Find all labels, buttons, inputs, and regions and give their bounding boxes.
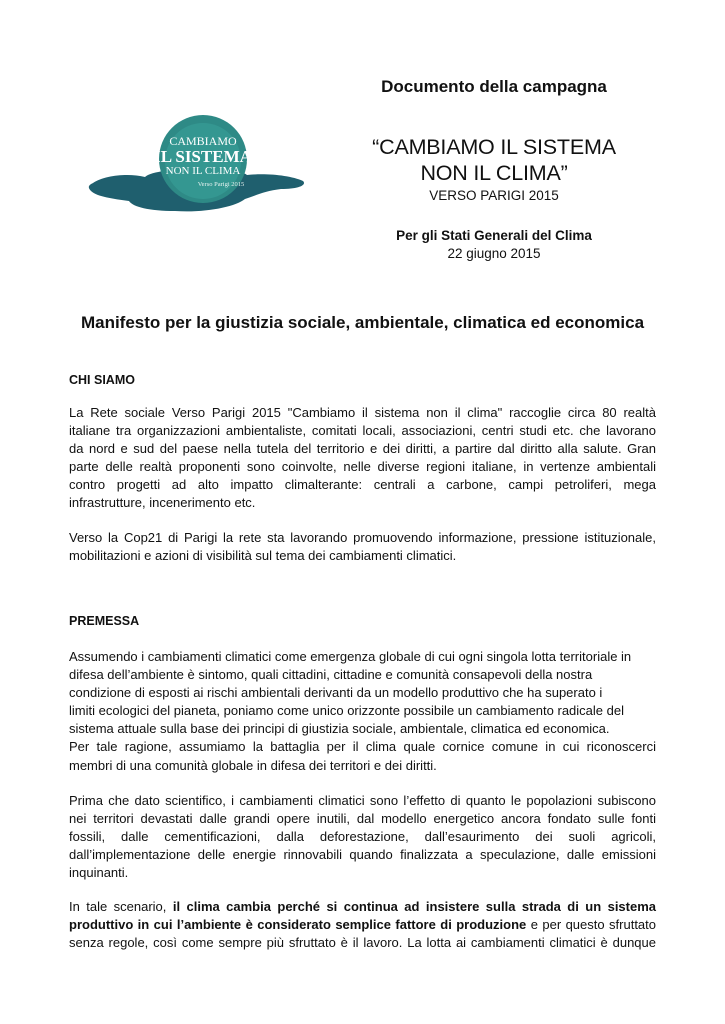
text-line: Per tale ragione, assumiamo la battaglia per il clima quale cornice comune in cui riconoscerci	[69, 739, 656, 755]
text-run: e per questo sfruttato	[526, 917, 656, 933]
campaign-title-line2: NON IL CLIMA”	[420, 161, 568, 185]
text-line	[69, 916, 656, 934]
premessa-paragraph-3	[69, 898, 656, 952]
text-line: fossili, dalle cementificazioni, dalla deforestazione, dall’esaurimento dei suoli agricoli,	[69, 829, 656, 845]
text-line: infrastrutture, incenerimento etc.	[69, 495, 256, 511]
event-date: 22 giugno 2015	[447, 246, 541, 261]
text-line: Verso la Cop21 di Parigi la rete sta lavorando promuovendo informazione, pressione istituzionale,	[69, 530, 656, 545]
campaign-title-line1: “CAMBIAMO IL SISTEMA	[372, 135, 616, 159]
text-line: parte delle realtà proponenti sono coinvolte, nelle diverse regioni italiane, in vertenze ambientali	[69, 459, 656, 475]
text-line: difesa dell’ambiente è sintomo, quali cittadini, cittadine e comunità consapevoli della nostra	[69, 667, 593, 683]
text-line: Assumendo i cambiamenti climatici come emergenza globale di cui ogni singola lotta territoriale in	[69, 649, 632, 664]
section-heading-chi-siamo: CHI SIAMO	[69, 373, 135, 387]
chi-siamo-paragraph-1	[69, 404, 656, 513]
campaign-logo	[85, 115, 307, 223]
text-run: In tale scenario,	[69, 899, 173, 914]
text-line: nei territori devastati dalle grandi opere inutili, dal modello energetico ancora fondato sulle fonti	[69, 811, 656, 827]
text-line: inquinanti.	[69, 865, 129, 881]
text-line: senza regole, così come sempre più sfruttato è il lavoro. La lotta ai cambiamenti climatici è dunque	[69, 935, 656, 951]
section-heading-premessa: PREMESSA	[69, 614, 140, 628]
text-line: italiane tra organizzazioni ambientaliste, comitati locali, associazioni, centri studi etc. che lavorano	[69, 423, 656, 439]
logo-text-line2: IL SISTEMA	[154, 147, 252, 166]
text-line: limiti ecologici del pianeta, poniamo come unico orizzonte possibile un cambiamento radicale del	[69, 703, 624, 719]
text-line: condizione di esposti ai rischi ambientali derivanti da un modello produttivo che ha superato i	[69, 685, 603, 701]
text-line: membri di una comunità globale in difesa dei territori e dei diritti.	[69, 757, 437, 773]
campaign-subtitle: VERSO PARIGI 2015	[429, 188, 559, 203]
text-line: contro progetti ad alto impatto climalterante: centrali a carbone, campi petroliferi, mega	[69, 477, 656, 493]
text-line: sistema attuale sulla base dei principi di giustizia sociale, ambientale, climatica ed economica.	[69, 721, 610, 737]
chi-siamo-paragraph-2	[69, 529, 656, 565]
text-line	[69, 898, 656, 916]
text-line: da nord e sud del paese nella tutela del territorio e dei diritti, a partire dal diritto alla salute. Gran	[69, 441, 656, 457]
bold-text-run: produttivo in cui l’ambiente è considerato semplice fattore di produzione	[69, 917, 527, 933]
event-title: Per gli Stati Generali del Clima	[396, 228, 592, 243]
logo-text-line1: CAMBIAMO	[169, 134, 237, 148]
logo-text-line4: Verso Parigi 2015	[197, 181, 245, 188]
header-block	[360, 74, 628, 263]
text-line: La Rete sociale Verso Parigi 2015 "Cambiamo il sistema non il clima" raccoglie circa 80 realtà	[69, 405, 656, 420]
premessa-paragraph-1	[69, 648, 656, 775]
logo-text-line3: NON IL CLIMA	[165, 165, 241, 177]
bold-text-run: il clima cambia perché si continua ad insistere sulla strada di un sistema	[172, 899, 657, 914]
premessa-paragraph-2	[69, 792, 656, 882]
text-line: dall’implementazione delle energie rinnovabili quando finalizzata a speculazione, dalle emissioni	[69, 847, 656, 863]
manifesto-title: Manifesto per la giustizia sociale, ambientale, climatica ed economica	[80, 313, 645, 332]
text-line: Prima che dato scientifico, i cambiamenti climatici sono l’effetto di quanto le popolazioni subiscono	[69, 793, 656, 808]
text-line: mobilitazioni e azioni di visibilità sul tema dei cambiamenti climatici.	[69, 548, 457, 564]
document-label: Documento della campagna	[381, 77, 607, 96]
